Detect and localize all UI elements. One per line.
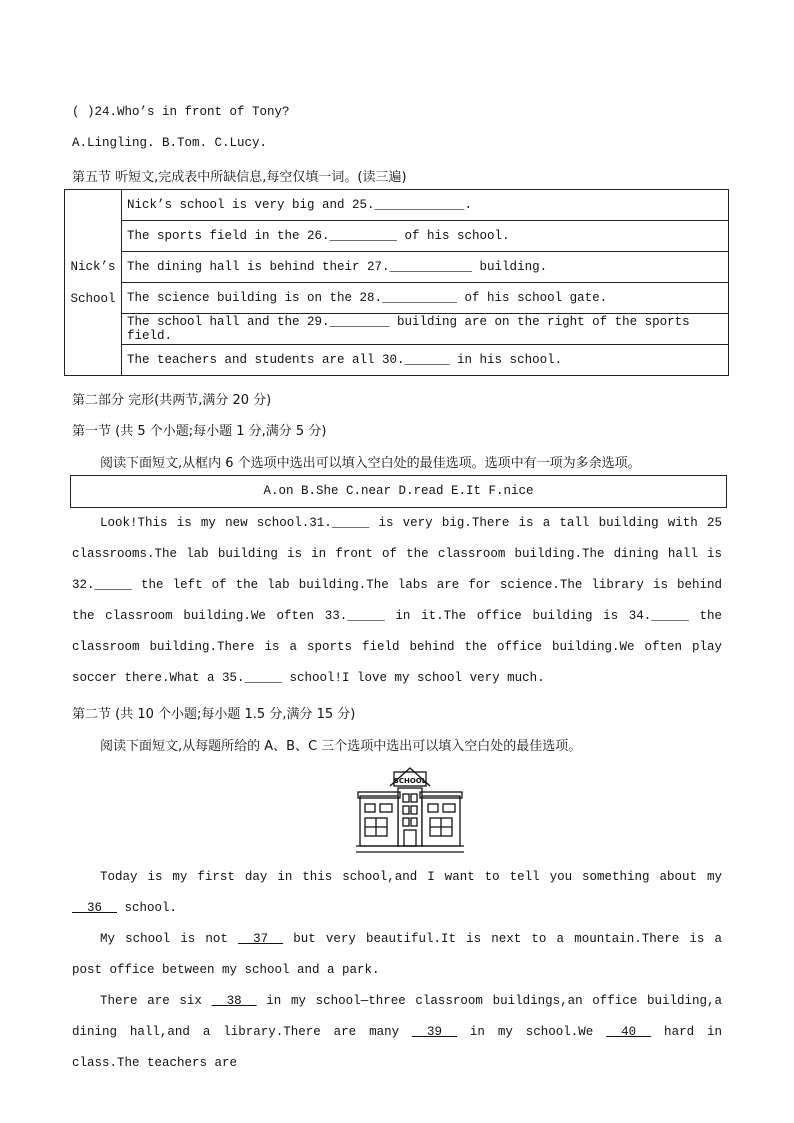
part2-section1-instruction: 阅读下面短文,从框内 6 个选项中选出可以填入空白处的最佳选项。选项中有一项为多余选项。 xyxy=(100,456,641,471)
part2-heading: 第二部分 完形(共两节,满分 20 分) xyxy=(72,393,272,408)
header-line-1: Nick’s xyxy=(70,259,116,274)
text: Today is my first day in this school,and I want to tell you something about my xyxy=(100,870,722,884)
text: but very beautiful.It is next to a mountain.There is a post office between my school and a park. xyxy=(72,932,722,977)
blank-36: __36__ xyxy=(72,901,118,915)
cloze-passage-1 xyxy=(72,508,722,694)
table-row: The sports field in the 26._________ of his school. xyxy=(122,221,729,252)
table-row: The dining hall is behind their 27.___________ building. xyxy=(122,252,729,283)
question-24-options: A.Lingling. B.Tom. C.Lucy. xyxy=(72,136,268,150)
table-row: Nick’s school is very big and 25.____________. xyxy=(122,190,729,221)
reading-passage-2 xyxy=(72,862,722,1079)
text: There are six xyxy=(100,994,212,1008)
paragraph-3 xyxy=(72,986,722,1079)
table-row: The teachers and students are all 30.______ in his school. xyxy=(122,345,729,376)
school-sign-text: SCHOOL xyxy=(393,777,427,785)
part2-section2-instruction: 阅读下面短文,从每题所给的 A、B、C 三个选项中选出可以填入空白处的最佳选项。 xyxy=(100,739,582,754)
text: hard in class.The teachers are xyxy=(72,1025,722,1070)
school-building-image xyxy=(356,766,464,854)
text: school. xyxy=(117,901,178,915)
text: My school is not xyxy=(100,932,239,946)
listening-table xyxy=(64,189,729,376)
paragraph-1 xyxy=(72,862,722,924)
question-24: ( )24.Who’s in front of Tony? xyxy=(72,105,290,119)
table-row: The science building is on the 28.__________ of his school gate. xyxy=(122,283,729,314)
blank-37: __37__ xyxy=(238,932,284,946)
table-row-header xyxy=(65,190,122,376)
text: in my school—three classroom buildings,an office building,a dining hall,and a library.There are many xyxy=(72,994,722,1039)
section5-heading: 第五节 听短文,完成表中所缺信息,每空仅填一词。(读三遍) xyxy=(72,170,407,185)
text: in my school.We xyxy=(457,1025,607,1039)
header-line-2: School xyxy=(70,291,116,306)
blank-38: __38__ xyxy=(211,994,257,1008)
cloze-passage-1-text: Look!This is my new school.31._____ is very big.There is a tall building with 25 classrooms.The lab building is in front of the classroom building.The dining hall is 32._____ the left of the lab building.The labs are for science.The library is behind the classroom building.We often 33._____ in it.The office building is 34._____ the classroom building.There is a sports field behind the office building.We often play soccer there.What a 35._____ school!I love my school very much. xyxy=(72,516,722,685)
blank-40: __40__ xyxy=(606,1025,652,1039)
part2-section1-heading: 第一节 (共 5 个小题;每小题 1 分,满分 5 分) xyxy=(72,424,327,439)
part2-section2-heading: 第二节 (共 10 个小题;每小题 1.5 分,满分 15 分) xyxy=(72,707,356,722)
table-row: The school hall and the 29.________ building are on the right of the sports field. xyxy=(122,314,729,345)
options-box: A.on B.She C.near D.read E.It F.nice xyxy=(70,475,727,508)
paragraph-2 xyxy=(72,924,722,986)
blank-39: __39__ xyxy=(411,1025,457,1039)
